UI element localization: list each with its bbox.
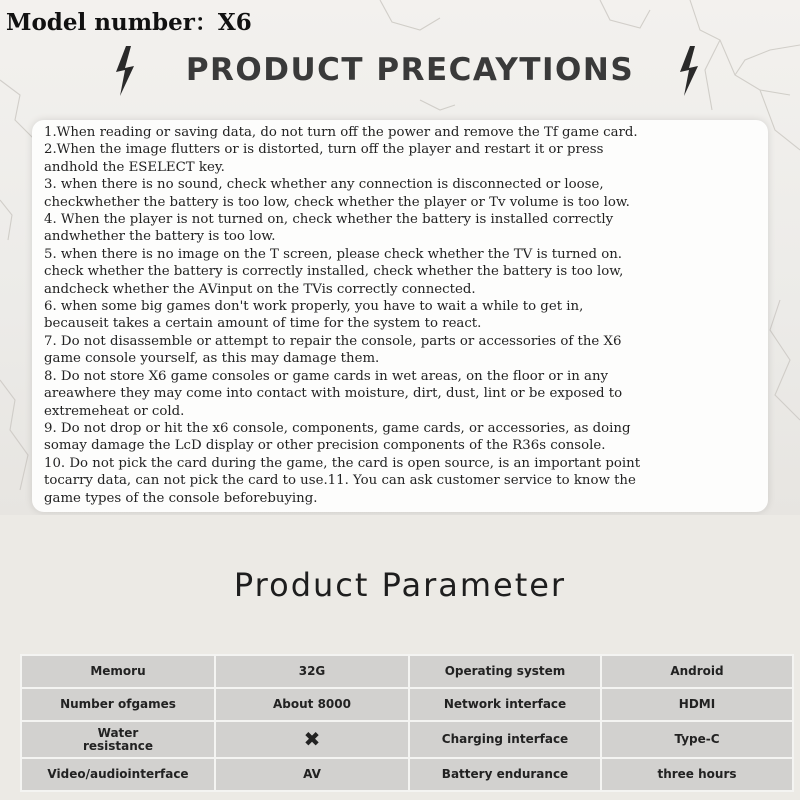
precaution-line: areawhere they may come into contact with moisture, dirt, dust, lint or be exposed to	[44, 386, 623, 402]
param-value: AV	[215, 758, 409, 791]
param-label: Battery endurance	[409, 758, 601, 791]
table-row	[21, 721, 793, 758]
lightning-bolt-icon	[676, 46, 702, 96]
precaution-line: 5. when there is no image on the T screen, please check whether the TV is turned on.	[44, 246, 623, 262]
param-value: 32G	[215, 655, 409, 688]
precaution-line: 4. When the player is not turned on, check whether the battery is installed correctly	[44, 212, 614, 228]
precaution-line: check whether the battery is correctly installed, check whether the battery is too low,	[44, 264, 624, 280]
table-row	[21, 655, 793, 688]
precaution-line: 8. Do not store X6 game consoles or game cards in wet areas, on the floor or in any	[44, 368, 609, 384]
param-label: Memoru	[21, 655, 215, 688]
param-label: Operating system	[409, 655, 601, 688]
param-label: Number ofgames	[21, 688, 215, 721]
param-value: Type-C	[601, 721, 793, 758]
param-value: HDMI	[601, 688, 793, 721]
parameters-table	[20, 654, 794, 792]
precautions-title: PRODUCT PRECAYTIONS	[185, 52, 635, 88]
precaution-line: 2.When the image flutters or is distorted, turn off the player and restart it or press	[44, 142, 604, 158]
param-value: About 8000	[215, 688, 409, 721]
precaution-line: 1.When reading or saving data, do not turn off the power and remove the Tf game card.	[44, 125, 638, 140]
param-value: Android	[601, 655, 793, 688]
precaution-line: andhold the ESELECT key.	[44, 159, 225, 175]
precaution-line: 9. Do not drop or hit the x6 console, components, game cards, or accessories, as doing	[44, 420, 631, 436]
precaution-line: game types of the console beforebuying.	[44, 490, 318, 506]
precaution-line: checkwhether the battery is too low, check whether the player or Tv volume is too low.	[44, 194, 630, 210]
precautions-list	[44, 124, 766, 507]
precaution-line: andwhether the battery is too low.	[44, 229, 276, 245]
param-label: Water resistance	[21, 721, 215, 758]
precaution-line: 10. Do not pick the card during the game, the card is open source, is an important point	[44, 455, 641, 471]
lightning-bolt-icon	[112, 46, 138, 96]
precaution-line: extremeheat or cold.	[44, 403, 185, 419]
precaution-line: tocarry data, can not pick the card to use.11. You can ask customer service to know the	[44, 473, 636, 489]
precaution-line: 7. Do not disassemble or attempt to repair the console, parts or accessories of the X6	[44, 333, 622, 349]
table-row	[21, 758, 793, 791]
param-label: Video/audiointerface	[21, 758, 215, 791]
precaution-line: becauseit takes a certain amount of time for the system to react.	[44, 316, 482, 332]
param-label: Network interface	[409, 688, 601, 721]
precaution-line: 3. when there is no sound, check whether any connection is disconnected or loose,	[44, 177, 604, 193]
precautions-title-bar	[0, 46, 800, 96]
model-number-label: Model number：X6	[6, 9, 252, 36]
precaution-line: 6. when some big games don't work properly, you have to wait a while to get in,	[44, 299, 584, 315]
parameters-title: Product Parameter	[233, 566, 567, 604]
param-value: three hours	[601, 758, 793, 791]
param-label: Charging interface	[409, 721, 601, 758]
precaution-line: andcheck whether the AVinput on the TVis correctly connected.	[44, 281, 476, 297]
param-value: ✖	[215, 721, 409, 758]
table-row	[21, 688, 793, 721]
precaution-line: game console yourself, as this may damage them.	[44, 351, 380, 367]
precaution-line: somay damage the LcD display or other precision components of the R36s console.	[44, 438, 606, 454]
